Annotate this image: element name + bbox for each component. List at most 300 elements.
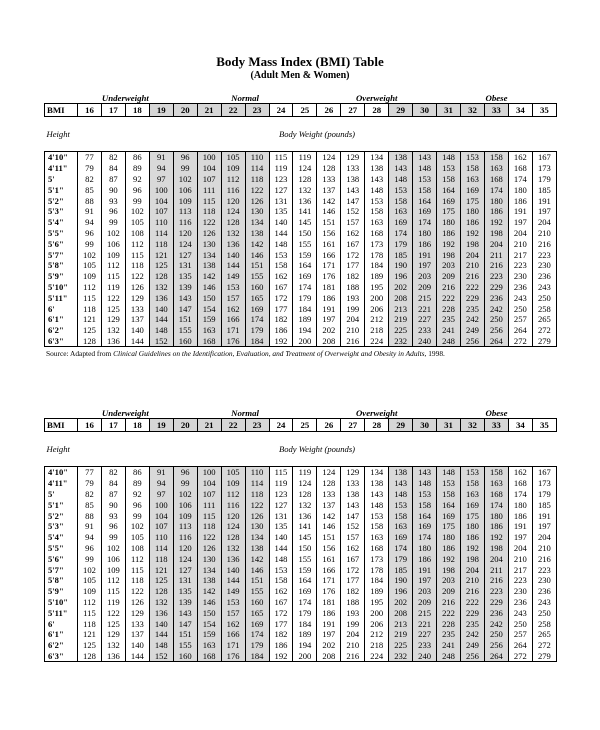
weight-cell: 124: [317, 467, 341, 478]
weight-cell: 202: [317, 640, 341, 651]
weight-cell: 142: [317, 195, 341, 206]
weight-cell: 114: [245, 478, 269, 489]
weight-cell: 133: [317, 174, 341, 185]
bmi-value: 16: [78, 419, 102, 432]
weight-cell: 96: [173, 152, 197, 163]
weight-cell: 118: [197, 521, 221, 532]
weight-cell: 188: [341, 282, 365, 293]
weight-cell: 165: [245, 607, 269, 618]
bmi-value: 30: [413, 419, 437, 432]
weight-cell: 109: [101, 249, 125, 260]
weight-cell: 136: [221, 553, 245, 564]
weight-cell: 159: [293, 249, 317, 260]
height-cell: 5'4": [45, 532, 78, 543]
weight-cell: 166: [317, 249, 341, 260]
weight-cell: 122: [197, 217, 221, 228]
weight-cell: 121: [149, 564, 173, 575]
weight-cell: 123: [269, 489, 293, 500]
table-row: [45, 629, 557, 640]
weight-cell: 143: [365, 174, 389, 185]
weight-cell: 115: [78, 292, 102, 303]
table-row: [45, 618, 557, 629]
bmi-value: 33: [484, 419, 508, 432]
height-cell: 5'9": [45, 586, 78, 597]
weight-cell: 121: [78, 314, 102, 325]
weight-cell: 122: [101, 292, 125, 303]
weight-cell: 147: [173, 303, 197, 314]
bmi-value: 25: [293, 104, 317, 117]
weight-cell: 184: [365, 260, 389, 271]
weight-cell: 126: [245, 195, 269, 206]
table-row: [45, 532, 557, 543]
weight-cell: 153: [269, 564, 293, 575]
bmi-value: 24: [269, 104, 293, 117]
bmi-header-row: [45, 104, 557, 117]
weight-cell: 129: [125, 292, 149, 303]
weight-cell: 132: [221, 228, 245, 239]
weight-cell: 82: [101, 467, 125, 478]
weight-cell: 208: [389, 292, 413, 303]
weight-cell: 129: [101, 629, 125, 640]
weight-cell: 148: [437, 152, 461, 163]
weight-cell: 191: [508, 521, 532, 532]
bmi-value: 35: [532, 104, 556, 117]
weight-cell: 203: [413, 586, 437, 597]
weight-cell: 256: [461, 651, 485, 662]
weight-cell: 171: [317, 260, 341, 271]
table-row: [45, 314, 557, 325]
weight-cell: 186: [317, 607, 341, 618]
weight-cell: 132: [293, 499, 317, 510]
height-cell: 5'7": [45, 249, 78, 260]
weight-cell: 197: [317, 314, 341, 325]
weight-cell: 99: [101, 217, 125, 228]
height-cell: 5': [45, 489, 78, 500]
weight-cell: 242: [484, 303, 508, 314]
weight-cell: 217: [508, 564, 532, 575]
bmi-value: 24: [269, 419, 293, 432]
weight-cell: 243: [508, 292, 532, 303]
weight-cell: 202: [317, 325, 341, 336]
weight-cell: 109: [221, 163, 245, 174]
weight-cell: 152: [149, 651, 173, 662]
weight-cell: 118: [125, 575, 149, 586]
weight-cell: 256: [484, 640, 508, 651]
weight-cell: 163: [365, 532, 389, 543]
weight-cell: 90: [101, 184, 125, 195]
weight-cell: 92: [125, 489, 149, 500]
weight-cell: 106: [173, 184, 197, 195]
bmi-value: 30: [413, 104, 437, 117]
weight-cell: 186: [508, 510, 532, 521]
weight-cell: 102: [78, 564, 102, 575]
weight-cell: 133: [341, 478, 365, 489]
weight-cell: 167: [341, 553, 365, 564]
weight-cell: 172: [269, 607, 293, 618]
weight-cell: 227: [413, 314, 437, 325]
weight-cell: 135: [269, 521, 293, 532]
weight-cell: 110: [149, 532, 173, 543]
weight-cell: 176: [221, 651, 245, 662]
weight-cell: 181: [317, 282, 341, 293]
weight-cell: 143: [173, 607, 197, 618]
weight-cell: 112: [78, 597, 102, 608]
weight-cell: 204: [461, 564, 485, 575]
weight-cell: 130: [197, 238, 221, 249]
weight-cell: 204: [532, 217, 556, 228]
weight-cell: 160: [245, 597, 269, 608]
weight-cell: 131: [269, 510, 293, 521]
weight-cell: 257: [508, 629, 532, 640]
weight-cell: 192: [461, 543, 485, 554]
weight-cell: 112: [101, 260, 125, 271]
weight-cell: 119: [293, 152, 317, 163]
weight-cell: 126: [245, 510, 269, 521]
weight-cell: 169: [413, 206, 437, 217]
weight-cell: 116: [173, 532, 197, 543]
weight-cell: 166: [221, 314, 245, 325]
bmi-value: 31: [437, 104, 461, 117]
weight-cell: 106: [101, 238, 125, 249]
table-row: [45, 249, 557, 260]
weight-cell: 171: [317, 575, 341, 586]
label-row: [45, 432, 557, 467]
weight-cell: 163: [389, 206, 413, 217]
weight-cell: 198: [461, 238, 485, 249]
weight-cell: 115: [78, 607, 102, 618]
weight-cell: 236: [484, 292, 508, 303]
weight-cell: 109: [78, 586, 102, 597]
weight-cell: 264: [484, 651, 508, 662]
weight-cell: 160: [245, 282, 269, 293]
weight-cell: 118: [245, 489, 269, 500]
weight-cell: 112: [78, 282, 102, 293]
weight-cell: 223: [532, 564, 556, 575]
weight-cell: 169: [293, 271, 317, 282]
weight-cell: 148: [269, 238, 293, 249]
weight-cell: 169: [245, 303, 269, 314]
weight-cell: 184: [245, 651, 269, 662]
weight-cell: 152: [341, 521, 365, 532]
weight-cell: 173: [532, 163, 556, 174]
weight-cell: 190: [389, 575, 413, 586]
weight-cell: 130: [245, 206, 269, 217]
weight-cell: 163: [365, 217, 389, 228]
weight-cell: 228: [437, 618, 461, 629]
weight-cell: 120: [173, 543, 197, 554]
weight-cell: 91: [78, 206, 102, 217]
weight-cell: 174: [413, 532, 437, 543]
weight-cell: 174: [245, 629, 269, 640]
weight-cell: 99: [173, 478, 197, 489]
weight-cell: 174: [508, 174, 532, 185]
weight-cell: 143: [341, 499, 365, 510]
weight-cell: 158: [269, 260, 293, 271]
weight-cell: 140: [269, 217, 293, 228]
weight-cell: 141: [293, 521, 317, 532]
weight-cell: 236: [532, 271, 556, 282]
weight-cell: 115: [269, 152, 293, 163]
weight-cell: 157: [221, 292, 245, 303]
weight-cell: 154: [197, 303, 221, 314]
weight-cell: 122: [245, 184, 269, 195]
weight-cell: 143: [173, 292, 197, 303]
bmi-value: 18: [125, 419, 149, 432]
weight-cell: 222: [461, 597, 485, 608]
weight-cell: 184: [293, 303, 317, 314]
height-cell: 5'3": [45, 521, 78, 532]
weight-cell: 87: [101, 489, 125, 500]
weight-cell: 105: [221, 467, 245, 478]
weight-cell: 223: [508, 260, 532, 271]
weight-cell: 162: [508, 467, 532, 478]
weight-cell: 87: [101, 174, 125, 185]
weight-cell: 242: [484, 618, 508, 629]
weight-cell: 174: [389, 543, 413, 554]
weight-cell: 158: [365, 521, 389, 532]
weight-cell: 212: [365, 314, 389, 325]
weight-cell: 168: [365, 543, 389, 554]
weight-cell: 158: [484, 467, 508, 478]
table-row: [45, 489, 557, 500]
weight-cell: 122: [245, 499, 269, 510]
weight-cell: 216: [437, 597, 461, 608]
weight-cell: 202: [389, 597, 413, 608]
weight-cell: 88: [78, 510, 102, 521]
weight-cell: 179: [532, 489, 556, 500]
weight-cell: 148: [365, 499, 389, 510]
weight-cell: 175: [437, 521, 461, 532]
height-cell: 5'6": [45, 553, 78, 564]
weight-cell: 137: [317, 184, 341, 195]
weight-cell: 128: [221, 532, 245, 543]
height-cell: 5'11": [45, 292, 78, 303]
weight-cell: 157: [221, 607, 245, 618]
weight-cell: 198: [484, 228, 508, 239]
weight-cell: 93: [101, 195, 125, 206]
bmi-value: 17: [101, 419, 125, 432]
weight-cell: 210: [461, 260, 485, 271]
weight-cell: 264: [484, 336, 508, 347]
weight-cell: 148: [437, 467, 461, 478]
weight-cell: 138: [197, 575, 221, 586]
weight-cell: 250: [532, 607, 556, 618]
bmi-value: 34: [508, 104, 532, 117]
weight-cell: 142: [197, 586, 221, 597]
weight-cell: 99: [125, 510, 149, 521]
bmi-value: 22: [221, 419, 245, 432]
weight-cell: 109: [173, 510, 197, 521]
weight-cell: 124: [221, 206, 245, 217]
weight-cell: 105: [78, 260, 102, 271]
weight-cell: 191: [532, 195, 556, 206]
weight-cell: 167: [532, 152, 556, 163]
weight-cell: 140: [149, 303, 173, 314]
weight-cell: 174: [293, 282, 317, 293]
weight-cell: 186: [484, 521, 508, 532]
weight-cell: 168: [197, 336, 221, 347]
weight-cell: 144: [221, 260, 245, 271]
category-underweight: Underweight: [78, 93, 174, 104]
weight-cell: 180: [413, 228, 437, 239]
weight-cell: 180: [484, 195, 508, 206]
bmi-label: BMI: [45, 419, 78, 432]
weight-cell: 152: [341, 206, 365, 217]
weight-cell: 124: [293, 163, 317, 174]
weight-cell: 96: [101, 206, 125, 217]
weight-cell: 232: [389, 336, 413, 347]
weight-cell: 210: [532, 543, 556, 554]
weight-cell: 150: [293, 228, 317, 239]
weight-cell: 136: [293, 195, 317, 206]
weight-cell: 153: [221, 282, 245, 293]
weight-cell: 198: [437, 249, 461, 260]
weight-cell: 124: [293, 478, 317, 489]
bmi-value: 32: [461, 419, 485, 432]
weight-cell: 180: [437, 532, 461, 543]
weight-cell: 206: [365, 618, 389, 629]
weight-cell: 241: [437, 640, 461, 651]
category-row: [45, 408, 557, 419]
weight-cell: 191: [317, 303, 341, 314]
weight-cell: 223: [484, 271, 508, 282]
category-overweight: Overweight: [317, 408, 437, 419]
weight-cell: 169: [437, 510, 461, 521]
weight-cell: 265: [532, 314, 556, 325]
weight-cell: 204: [532, 532, 556, 543]
height-cell: 5'4": [45, 217, 78, 228]
weight-cell: 96: [125, 184, 149, 195]
weight-cell: 163: [197, 640, 221, 651]
bmi-label: BMI: [45, 104, 78, 117]
weight-cell: 186: [437, 543, 461, 554]
weight-cell: 140: [149, 618, 173, 629]
height-cell: 6'3": [45, 651, 78, 662]
table-row: [45, 651, 557, 662]
weight-cell: 146: [317, 521, 341, 532]
weight-cell: 197: [317, 629, 341, 640]
weight-cell: 230: [532, 575, 556, 586]
table-row: [45, 586, 557, 597]
weight-cell: 197: [508, 217, 532, 228]
weight-cell: 229: [484, 282, 508, 293]
weight-cell: 198: [484, 543, 508, 554]
weight-cell: 102: [173, 489, 197, 500]
weight-cell: 191: [413, 564, 437, 575]
height-cell: 4'10": [45, 152, 78, 163]
weight-cell: 163: [461, 174, 485, 185]
weight-cell: 113: [173, 521, 197, 532]
weight-cell: 186: [508, 195, 532, 206]
weight-cell: 124: [221, 521, 245, 532]
weight-cell: 115: [125, 249, 149, 260]
weight-cell: 180: [461, 521, 485, 532]
weight-cell: 120: [221, 510, 245, 521]
category-overweight: Overweight: [317, 93, 437, 104]
weight-cell: 229: [461, 607, 485, 618]
weight-cell: 164: [293, 260, 317, 271]
weight-cell: 164: [413, 510, 437, 521]
height-cell: 6'1": [45, 629, 78, 640]
weight-cell: 140: [125, 640, 149, 651]
weight-cell: 153: [461, 152, 485, 163]
weight-label: Body Weight (pounds): [278, 129, 356, 139]
weight-cell: 204: [341, 314, 365, 325]
weight-cell: 188: [341, 597, 365, 608]
weight-cell: 104: [149, 510, 173, 521]
weight-cell: 96: [125, 499, 149, 510]
weight-cell: 186: [317, 292, 341, 303]
weight-cell: 194: [293, 325, 317, 336]
bmi-value: 23: [245, 104, 269, 117]
weight-cell: 90: [101, 499, 125, 510]
weight-cell: 118: [245, 174, 269, 185]
weight-cell: 118: [149, 553, 173, 564]
weight-cell: 119: [293, 467, 317, 478]
weight-cell: 173: [365, 553, 389, 564]
weight-cell: 151: [317, 217, 341, 228]
weight-cell: 126: [125, 597, 149, 608]
bmi-table-1: [44, 93, 557, 347]
weight-cell: 186: [437, 228, 461, 239]
bmi-value: 34: [508, 419, 532, 432]
weight-cell: 248: [437, 651, 461, 662]
weight-cell: 166: [221, 629, 245, 640]
weight-cell: 94: [78, 532, 102, 543]
weight-cell: 148: [149, 325, 173, 336]
weight-cell: 164: [437, 499, 461, 510]
weight-cell: 158: [389, 195, 413, 206]
weight-cell: 169: [293, 586, 317, 597]
weight-cell: 89: [125, 163, 149, 174]
height-cell: 5'5": [45, 228, 78, 239]
weight-cell: 168: [508, 478, 532, 489]
weight-cell: 151: [245, 575, 269, 586]
weight-cell: 182: [341, 271, 365, 282]
weight-cell: 146: [245, 249, 269, 260]
weight-cell: 132: [101, 640, 125, 651]
weight-cell: 77: [78, 467, 102, 478]
weight-cell: 256: [461, 336, 485, 347]
weight-cell: 79: [78, 163, 102, 174]
table-row: [45, 206, 557, 217]
weight-cell: 151: [317, 532, 341, 543]
weight-cell: 122: [101, 607, 125, 618]
weight-cell: 197: [413, 260, 437, 271]
weight-cell: 104: [197, 163, 221, 174]
bmi-value: 22: [221, 104, 245, 117]
weight-cell: 82: [78, 489, 102, 500]
weight-cell: 138: [341, 489, 365, 500]
weight-cell: 191: [508, 206, 532, 217]
weight-cell: 136: [101, 651, 125, 662]
weight-cell: 167: [341, 238, 365, 249]
weight-cell: 115: [269, 467, 293, 478]
bmi-value: 19: [149, 419, 173, 432]
label-row: [45, 117, 557, 152]
table-row: [45, 228, 557, 239]
weight-cell: 148: [413, 478, 437, 489]
bmi-value: 21: [197, 104, 221, 117]
weight-cell: 86: [125, 152, 149, 163]
weight-cell: 96: [173, 467, 197, 478]
weight-cell: 222: [437, 292, 461, 303]
height-cell: 5'2": [45, 195, 78, 206]
weight-cell: 102: [101, 228, 125, 239]
weight-cell: 138: [245, 543, 269, 554]
weight-cell: 210: [508, 553, 532, 564]
weight-cell: 162: [269, 271, 293, 282]
